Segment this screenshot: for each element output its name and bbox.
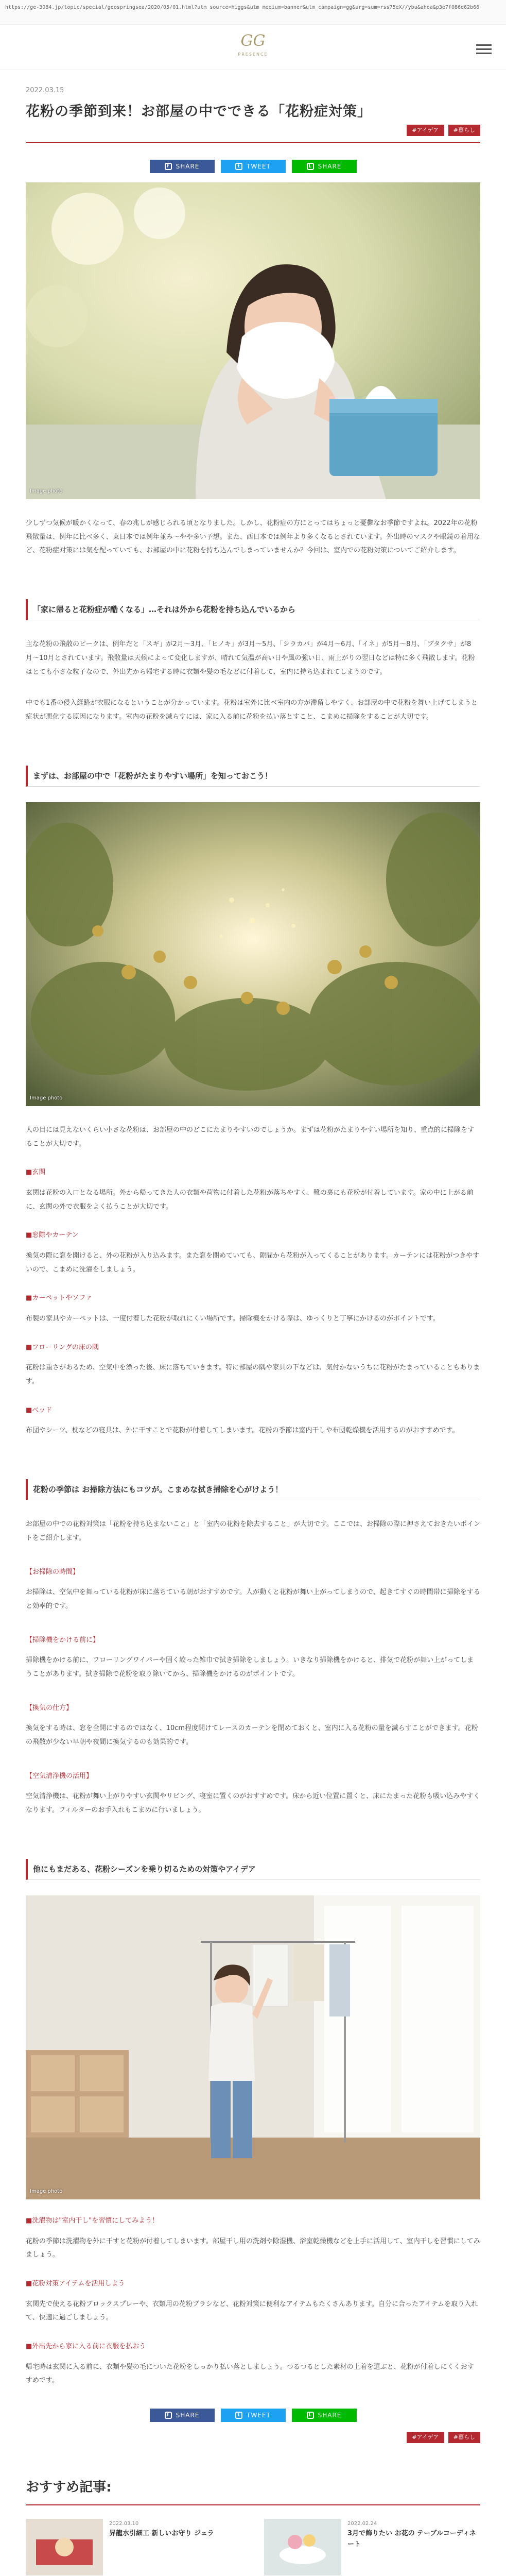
facebook-share-label: SHARE xyxy=(176,2411,200,2419)
image-credit: Image photo xyxy=(30,1095,63,1101)
woman-laundry-illustration xyxy=(26,1895,480,2199)
place-text: 布製の家具やカーペットは、一度付着した花粉が取れにくい場所です。掃除機をかける際は、ゆっくりと丁寧にかけるのがポイントです。 xyxy=(26,1314,440,1323)
line-share-button[interactable] xyxy=(292,160,357,173)
laundry-image xyxy=(26,1895,480,2199)
logo-subtext: PRESENCE xyxy=(238,52,268,57)
divider xyxy=(26,142,480,143)
tag-link[interactable]: #暮らし xyxy=(448,125,480,136)
line-icon: L xyxy=(307,163,314,170)
tip-text: 掃除機をかける前に、フローリングワイパーや固く絞った雑巾で拭き掃除をしましょう。いきなり掃除機をかけると、排気で花粉が舞い上がってしまうことがあります。拭き掃除で花粉を取り除いてから、掃除機をかけるのがポイントです。 xyxy=(26,1656,474,1678)
twitter-icon: t xyxy=(235,163,242,170)
place-title: ■カーペットやソファ xyxy=(26,1294,93,1302)
tip-title: 【お掃除の時間】 xyxy=(26,1568,80,1576)
site-logo[interactable] xyxy=(238,31,268,58)
idea-title: ■花粉対策アイテムを活用しよう xyxy=(26,2279,125,2287)
recommended-articles xyxy=(26,2475,480,2576)
recommend-thumbnail xyxy=(264,2519,341,2575)
tweet-label: TWEET xyxy=(247,162,271,170)
place-text: 花粉は重さがあるため、空気中を漂った後、床に落ちていきます。特に部屋の隅や家具の下などは、気付かないうちに花粉がたまっていることもあります。 xyxy=(26,1364,480,1385)
place-list xyxy=(26,1166,480,1438)
place-text: 換気の際に窓を開けると、外の花粉が入り込みます。また窓を閉めていても、隙間から花粉が入ってくることがあります。カーテンには花粉がつきやすいので、こまめに洗濯をしましょう。 xyxy=(26,1251,480,1274)
recommend-thumbnail xyxy=(26,2519,103,2575)
image-credit: Image photo xyxy=(30,488,63,494)
page-title: 花粉の季節到来！お部屋の中でできる「花粉症対策」 xyxy=(26,103,372,120)
facebook-icon: f xyxy=(165,2412,172,2419)
section-heading: 他にもまだある、花粉シーズンを乗り切るための対策やアイデア xyxy=(26,1859,480,1880)
section-paragraph: 主な花粉の飛散のピークは、例年だと「スギ」が2月〜3月、「ヒノキ」が3月〜5月、「シラカバ」が4月〜6月、「イネ」が5月〜8月、「ブタクサ」が8月〜10月とされています。飛散量は天候によって変化しますが、晴れて気温が高い日や風の強い日、雨上がりの翌日などは特に多く飛散します。花粉はとても小さな粒子なので、外出先から帰宅する時に衣類や髪の毛などに付着して、室内に持ち込まれてしまうのです。 xyxy=(26,640,475,676)
pollen-image xyxy=(26,802,480,1106)
address-bar[interactable]: https://ge-3084.jp/topic/special/geospringsea/2020/05/01.html?utm_source=higgs&utm_medium=banner&utm_campaign=gg&urg=sum=rss75eX//ybu&ahoa&p3e7f086d62b66 xyxy=(0,0,506,25)
recommend-title: 昇龍水引細工 新しいお守り ジェラ xyxy=(109,2529,214,2537)
place-text: 布団やシーツ、枕などの寝具は、外に干すことで花粉が付着してしまいます。花粉の季節は室内干しや布団乾燥機を活用するのがおすすめです。 xyxy=(26,1427,459,1435)
place-title: ■フローリングの床の隅 xyxy=(26,1343,99,1351)
tag-link[interactable]: #アイデア xyxy=(407,125,444,136)
tip-text: 空気清浄機は、花粉が舞い上がりやすい玄関やリビング、寝室に置くのがおすすめです。床から近い位置に置くと、床にたまった花粉も吸い込みやすくなります。フィルターのお手入れもこまめに行いましょう。 xyxy=(26,1792,480,1814)
twitter-tweet-button[interactable] xyxy=(221,160,286,173)
hamburger-menu-icon[interactable] xyxy=(476,44,492,55)
recommend-heading: おすすめ記事: xyxy=(26,2479,112,2495)
share-bar-bottom xyxy=(26,2409,480,2422)
line-icon: L xyxy=(307,2412,314,2419)
recommend-date: 2022.02.24 xyxy=(347,2520,377,2527)
hero-image xyxy=(26,182,480,499)
section-paragraph: お部屋の中での花粉対策は「花粉を持ち込まないこと」と「室内の花粉を除去すること」が大切です。ここでは、お掃除の際に押さえておきたいポイントをご紹介します。 xyxy=(26,1520,480,1542)
pollen-branch-illustration xyxy=(26,802,480,1106)
facebook-icon: f xyxy=(165,163,172,170)
section-heading: 「家に帰ると花粉症が酷くなる」…それは外から花粉を持ち込んでいるから xyxy=(26,599,480,621)
intro-paragraph: 少しずつ気候が暖かくなって、春の兆しが感じられる頃となりました。しかし、花粉症の方にとってはちょっと憂鬱なお季節ですよね。2022年の花粉飛散量は、例年に比べ多く、東日本では例年並み〜やや多い予想。また、西日本では例年より多くなるとされています。外出時のマスクや眼鏡の着用など、花粉症対策には気を配っていても、お部屋の中に花粉を持ち込んでしまっていませんか？今回は、室内での花粉対策についてご紹介します。 xyxy=(26,519,480,555)
twitter-icon: t xyxy=(235,2412,242,2419)
idea-list xyxy=(26,2215,480,2388)
share-bar-top xyxy=(26,160,480,173)
recommend-title: 3月で飾りたい お花の テーブルコーディネート xyxy=(347,2529,476,2548)
facebook-share-button[interactable] xyxy=(150,160,215,173)
recommend-date: 2022.03.10 xyxy=(109,2520,139,2527)
woman-sneezing-illustration xyxy=(26,182,480,499)
section-paragraph: 人の目には見えないくらい小さな花粉は、お部屋の中のどこにたまりやすいのでしょうか。まずは花粉がたまりやすい場所を知り、重点的に掃除をすることが大切です。 xyxy=(26,1126,475,1148)
tip-text: お掃除は、空気中を舞っている花粉が床に落ちている朝がおすすめです。人が動くと花粉が舞い上がってしまうので、起きてすぐの時間帯に掃除をすると効率的です。 xyxy=(26,1588,480,1610)
place-title: ■ベッド xyxy=(26,1406,53,1414)
image-credit: Image photo xyxy=(30,2189,63,2194)
idea-title: ■外出先から家に入る前に衣服を払おう xyxy=(26,2342,146,2350)
divider xyxy=(26,2504,480,2505)
tag-list xyxy=(26,124,480,137)
tag-link[interactable]: #アイデア xyxy=(407,2432,444,2443)
tip-title: 【空気清浄機の活用】 xyxy=(26,1772,93,1780)
logo-mark: GG xyxy=(240,32,266,50)
line-share-label: SHARE xyxy=(318,2411,342,2419)
idea-text: 帰宅時は玄関に入る前に、衣類や髪の毛についた花粉をしっかり払い落としましょう。つるつるとした素材の上着を選ぶと、花粉が付着しにくくおすすめです。 xyxy=(26,2363,474,2385)
section-paragraph: 中でも1番の侵入経路が衣服になるということが分かっています。花粉は室外に比べ室内の方が滞留しやすく、お部屋の中で花粉を舞い上げてしまうと症状が悪化する原因になります。室内の花粉を減らすには、家に入る前に花粉を払い落とすこと、こまめに掃除をすることが大切です。 xyxy=(26,699,478,721)
tip-text: 換気をする時は、窓を全開にするのではなく、10cm程度開けてレースのカーテンを閉めておくと、室内に入る花粉の量を減らすことができます。花粉の飛散が少ない早朝や夜間に換気するのも効果的です。 xyxy=(26,1724,478,1746)
site-header xyxy=(0,25,506,70)
section-heading: まずは、お部屋の中で「花粉がたまりやすい場所」を知っておこう！ xyxy=(26,766,480,787)
idea-title: ■洗濯物は"室内干し"を習慣にしてみよう！ xyxy=(26,2217,159,2225)
tweet-label: TWEET xyxy=(247,2411,271,2419)
tips-list xyxy=(26,1566,480,1818)
place-text: 玄関は花粉の入口となる場所。外から帰ってきた人の衣類や荷物に付着した花粉が落ちやすく、靴の裏にも花粉が付着しています。家の中に上がる前に、玄関の外で衣服をよく払うことが大切です。 xyxy=(26,1189,474,1211)
recommend-card[interactable] xyxy=(26,2519,242,2575)
post-date: 2022.03.15 xyxy=(26,87,64,94)
line-share-label: SHARE xyxy=(318,162,342,170)
place-title: ■窓際やカーテン xyxy=(26,1231,79,1240)
section-heading: 花粉の季節は お掃除方法にもコツが。こまめな拭き掃除を心がけよう！ xyxy=(26,1479,480,1501)
facebook-share-button[interactable] xyxy=(150,2409,215,2422)
idea-text: 花粉の季節は洗濯物を外に干すと花粉が付着してしまいます。部屋干し用の洗剤や除湿機、浴室乾燥機などを上手に活用して、室内干しを習慣にしてみましょう。 xyxy=(26,2237,480,2259)
tag-link[interactable]: #暮らし xyxy=(448,2432,480,2443)
recommend-card[interactable] xyxy=(264,2519,480,2575)
tag-list-bottom xyxy=(26,2431,480,2444)
article xyxy=(26,84,480,2576)
tip-title: 【掃除機をかける前に】 xyxy=(26,1636,100,1644)
tip-title: 【換気の仕方】 xyxy=(26,1704,73,1712)
idea-text: 玄関先で使える花粉ブロックスプレーや、衣類用の花粉ブラシなど、花粉対策に便利なアイテムもたくさんあります。自分に合ったアイテムを取り入れて、快適に過ごしましょう。 xyxy=(26,2300,478,2322)
facebook-share-label: SHARE xyxy=(176,162,200,170)
twitter-tweet-button[interactable] xyxy=(221,2409,286,2422)
place-title: ■玄関 xyxy=(26,1168,46,1177)
line-share-button[interactable] xyxy=(292,2409,357,2422)
